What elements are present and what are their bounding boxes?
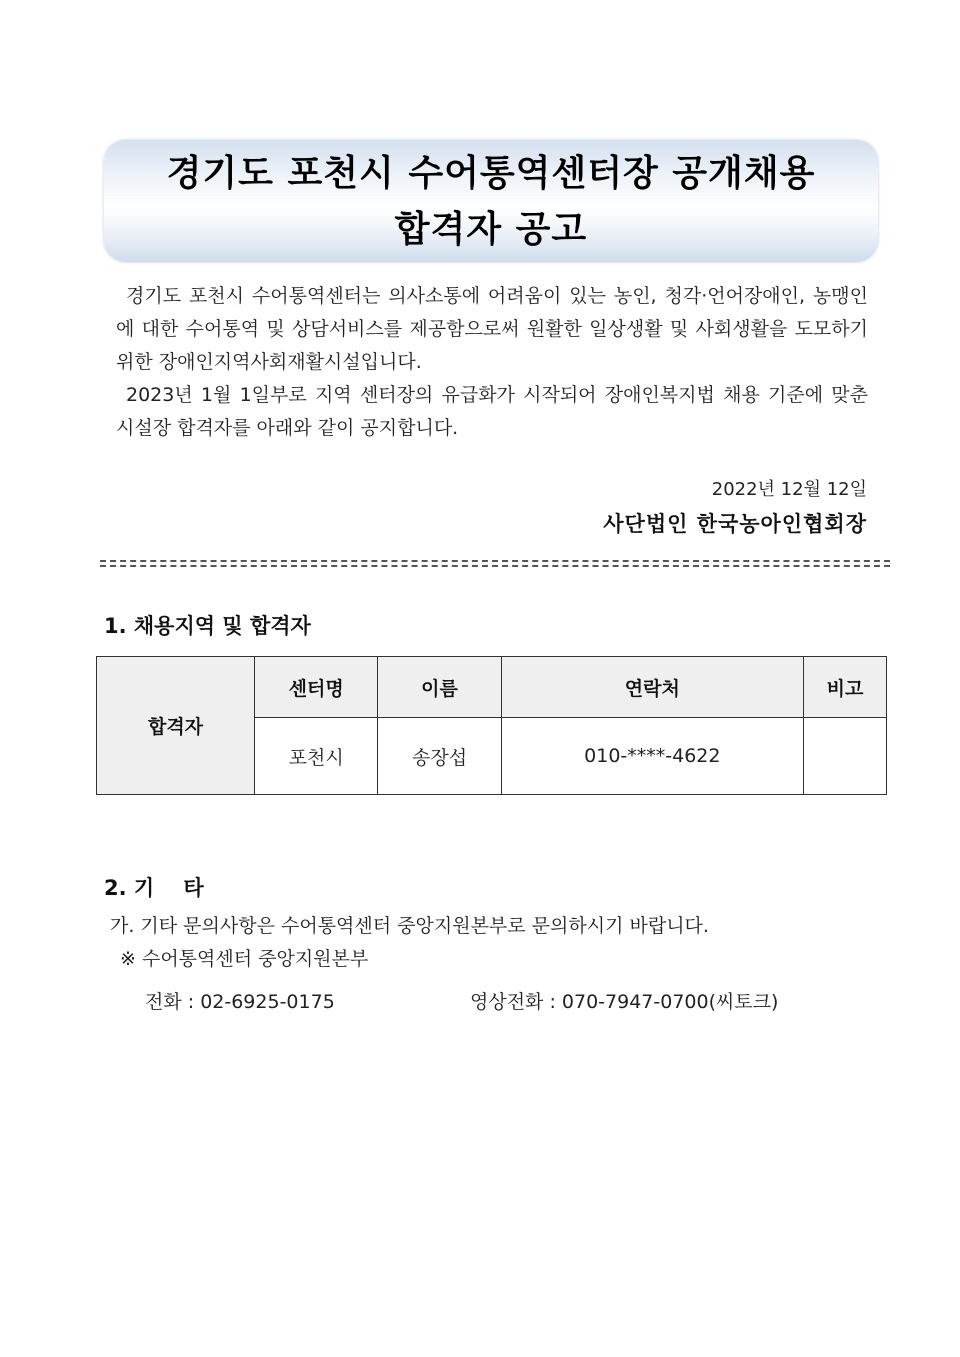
cell-center: 포천시 [255,718,378,795]
column-header-center: 센터명 [255,657,378,718]
intro-paragraph-1: 경기도 포천시 수어통역센터는 의사소통에 어려움이 있는 농인, 청각·언어장애인, 농맹인에 대한 수어통역 및 상담서비스를 제공함으로써 원활한 일상생활 및 사회생활을 도모하기 위한 장애인지역사회재활시설입니다. [116,285,868,373]
title-banner [104,140,878,262]
column-header-note: 비고 [803,657,886,718]
page-subtitle: 합격자 공고 [394,209,588,250]
announcement-date: 2022년 12월 12일 [711,479,867,500]
inquiry-instruction: 가. 기타 문의사항은 수어통역센터 중앙지원본부로 문의하시기 바랍니다. [110,915,709,937]
support-center-note: ※ 수어통역센터 중앙지원본부 [120,948,369,970]
issuing-organization: 사단법인 한국농아인협회장 [603,512,867,536]
cell-contact: 010-****-4622 [501,718,803,795]
section-2-title: 2. 기 타 [104,876,204,900]
column-header-name: 이름 [378,657,501,718]
cell-note [803,718,886,795]
successful-candidate-table [96,656,887,795]
double-dashed-divider [100,560,890,567]
row-header-candidate: 합격자 [97,657,255,795]
table-header-row [97,657,887,718]
cell-name: 송장섭 [378,718,501,795]
video-phone-number: 영상전화 : 070-7947-0700(씨토크) [470,991,779,1013]
intro-paragraph-2: 2023년 1월 1일부로 지역 센터장의 유급화가 시작되어 장애인복지법 채용 기준에 맞춘 시설장 합격자를 아래와 같이 공지합니다. [116,384,868,439]
intro-text [116,280,868,445]
phone-number: 전화 : 02-6925-0175 [145,991,335,1013]
column-header-contact: 연락처 [501,657,803,718]
section-1-title: 1. 채용지역 및 합격자 [104,614,311,638]
page-title: 경기도 포천시 수어통역센터장 공개채용 [166,153,816,194]
